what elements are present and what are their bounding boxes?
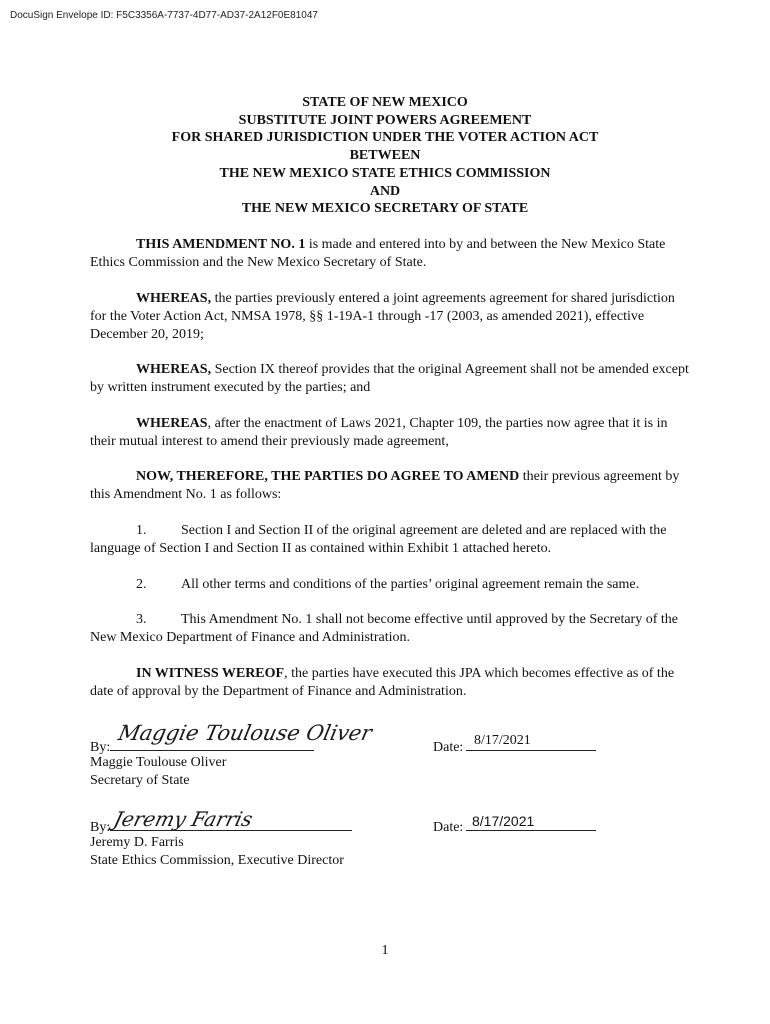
paragraph-lead: WHEREAS, [136,291,212,306]
agreement-title [0,94,770,218]
page-number: 1 [381,943,389,958]
item-text: This Amendment No. 1 shall not become effective until approved by the Secretary of the New Mexico Department of Finance and Administration. [90,612,678,645]
paragraph-lead: THIS AMENDMENT NO. 1 [136,237,306,252]
title-line: FOR SHARED JURISDICTION UNDER THE VOTER ACTION ACT [171,130,599,146]
signer-name: Jeremy D. Farris [90,835,184,850]
date-label: Date: [433,820,464,835]
signature-line-2 [90,816,352,836]
paragraph-text: the parties previously entered a joint agreements agreement for shared jurisdiction for the Voter Action Act, NMSA 1978, §§ 1-19A-1 through -17 (2003, as amended 2021), effective December 20, 2019; [90,291,675,342]
item-text: All other terms and conditions of the parties’ original agreement remain the same. [181,577,640,592]
paragraph-in-witness [90,665,690,701]
date-value-1: 8/17/2021 [474,733,531,748]
title-line: BETWEEN [349,148,421,164]
amendment-item-2 [90,576,690,594]
item-text: Section I and Section II of the original agreement are deleted and are replaced with the language of Section I and Section II as contained within Exhibit 1 attached hereto. [90,523,667,556]
item-number: 3. [136,612,147,627]
signature-line-1 [90,736,314,756]
title-line: SUBSTITUTE JOINT POWERS AGREEMENT [238,112,532,128]
paragraph-whereas-2 [90,361,690,397]
docusign-envelope-id: DocuSign Envelope ID: F5C3356A-7737-4D77-AD37-2A12F0E81047 [10,10,318,21]
paragraph-now-therefore [90,468,690,504]
paragraph-text: is made and entered into by and between the New Mexico State Ethics Commission and the New Mexico Secretary of State. [90,237,666,270]
title-line: THE NEW MEXICO STATE ETHICS COMMISSION [219,165,551,181]
amendment-item-3 [90,611,690,647]
signer-name: Maggie Toulouse Oliver [90,755,227,770]
signature-text: Maggie Toulouse Oliver [115,721,375,746]
title-line: AND [369,183,401,199]
paragraph-lead: NOW, THEREFORE, THE PARTIES DO AGREE TO AMEND [136,469,520,484]
date-value-2: 8/17/2021 [472,813,535,829]
title-line: STATE OF NEW MEXICO [302,95,468,110]
signer-1-block [90,754,226,790]
paragraph-text: , the parties have executed this JPA which becomes effective as of the date of approval by the Department of Finance and Administration. [90,666,675,699]
item-number: 1. [136,523,147,538]
paragraph-text: their previous agreement by this Amendment No. 1 as follows: [90,469,680,502]
amendment-item-1 [90,522,690,558]
date-label: Date: [433,740,464,755]
paragraph-text: , after the enactment of Laws 2021, Chapter 109, the parties now agree that it is in their mutual interest to amend their previously made agreement, [90,416,668,449]
paragraph-whereas-3 [90,415,690,451]
paragraph-whereas-1 [90,290,690,344]
signer-title: State Ethics Commission, Executive Director [90,853,344,868]
by-label: By: [90,820,111,835]
paragraph-text: Section IX thereof provides that the original Agreement shall not be amended except by written instrument executed by the parties; and [90,362,689,395]
paragraph-amendment-intro [90,236,690,272]
item-number: 2. [136,577,147,592]
signer-2-block [90,834,344,870]
signature-text: Jeremy Farris [111,807,256,831]
paragraph-lead: WHEREAS [136,416,208,431]
by-label: By: [90,740,111,755]
paragraph-lead: WHEREAS, [136,362,212,377]
paragraph-lead: IN WITNESS WEREOF [136,666,285,681]
signer-title: Secretary of State [90,773,190,788]
title-line: THE NEW MEXICO SECRETARY OF STATE [241,201,529,217]
